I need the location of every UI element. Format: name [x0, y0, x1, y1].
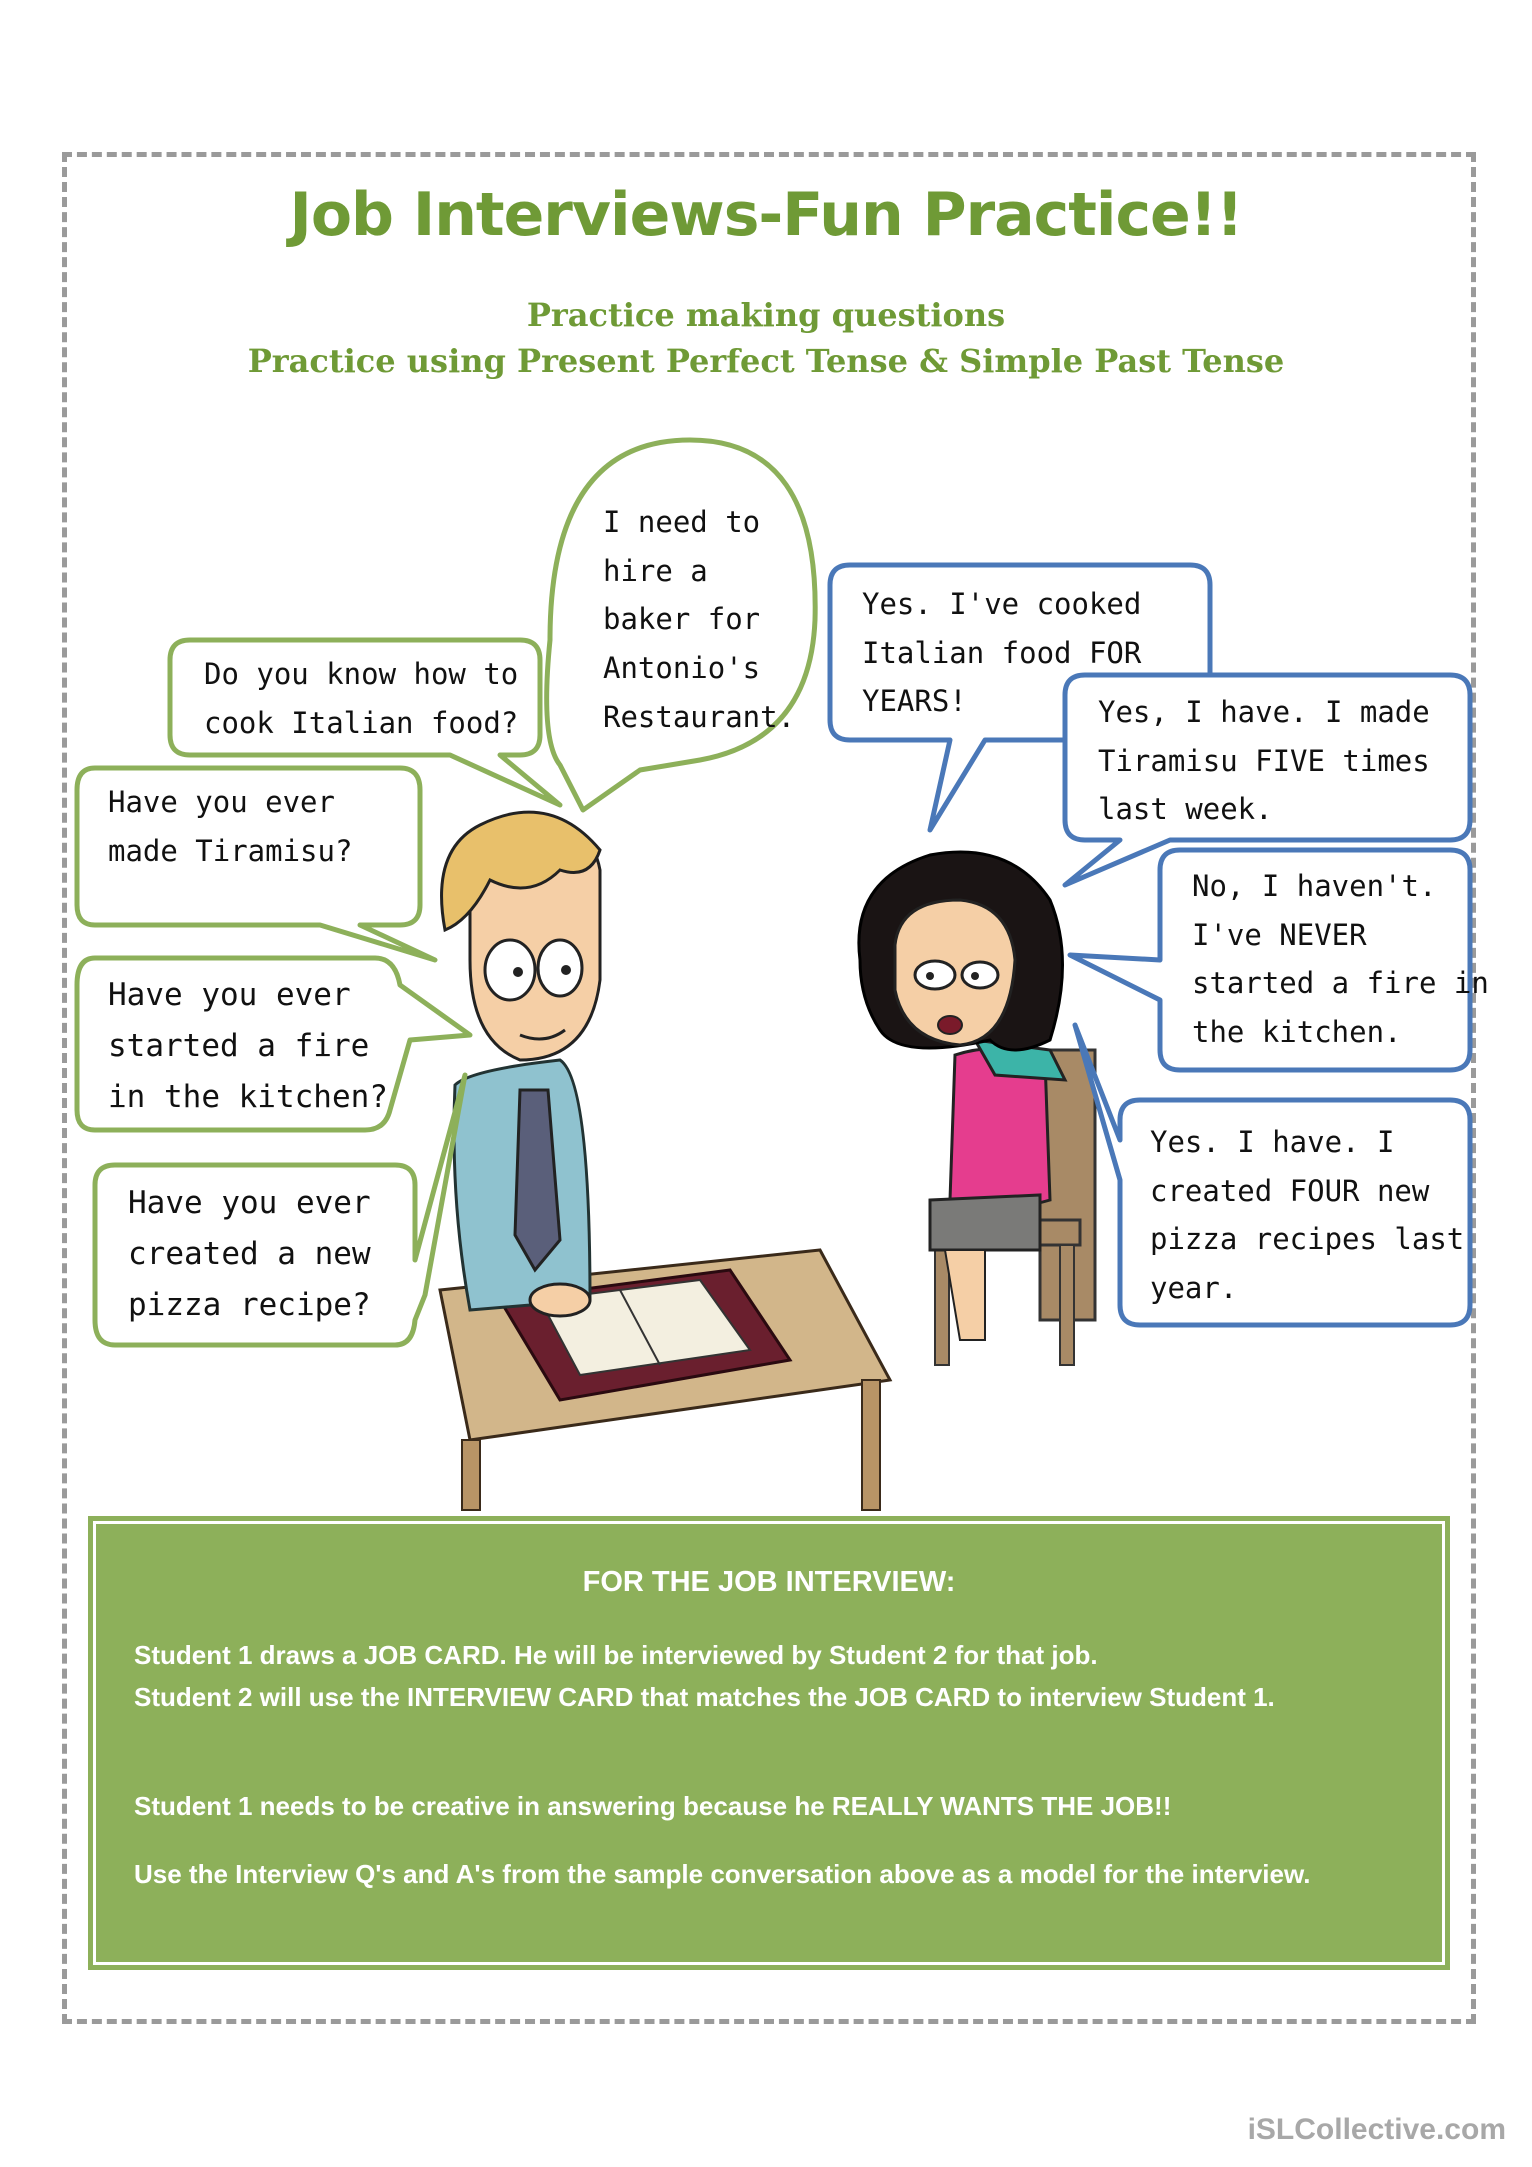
bubble-hire-text: I need to hire a baker for Antonio's Restaurant. — [603, 505, 796, 734]
islcollective-watermark: iSLCollective.com — [1247, 2113, 1506, 2146]
bubble-italian-text: Do you know how to cook Italian food? — [204, 657, 519, 740]
instruction-line-4: Use the Interview Q's and A's from the sample conversation above as a model for the interview. — [134, 1859, 1311, 1889]
instruction-line-3: Student 1 needs to be creative in answering because he REALLY WANTS THE JOB!! — [134, 1791, 1172, 1821]
subtitle-tenses: Practice using Present Perfect Tense & Simple Past Tense — [247, 342, 1285, 380]
subtitle-questions: Practice making questions — [526, 296, 1006, 334]
bubble-fire-text: Have you ever started a fire in the kitchen? — [108, 977, 388, 1116]
worksheet-title: Job Interviews-Fun Practice!! — [289, 180, 1243, 250]
bubble-never-text: No, I haven't. I've NEVER started a fire in the kitchen. — [1192, 869, 1489, 1050]
bubble-five-times-text: Yes, I have. I made Tiramisu FIVE times last week. — [1098, 695, 1430, 827]
interviewer-figure — [442, 812, 600, 1316]
instructions-heading: FOR THE JOB INTERVIEW: — [582, 1566, 956, 1598]
bubble-tiramisu-text: Have you ever made Tiramisu? — [108, 785, 353, 868]
instructions-box — [88, 1516, 1450, 1970]
instruction-line-2: Student 2 will use the INTERVIEW CARD that matches the JOB CARD to interview Student 1. — [134, 1682, 1275, 1712]
bubble-pizza-text: Have you ever created a new pizza recipe? — [128, 1185, 371, 1324]
candidate-figure — [859, 852, 1095, 1365]
instruction-line-1: Student 1 draws a JOB CARD. He will be interviewed by Student 2 for that job. — [134, 1640, 1098, 1670]
bubble-four-recipes-text: Yes. I have. I created FOUR new pizza recipes last year. — [1150, 1125, 1465, 1306]
instructions-box-inner — [93, 1521, 1445, 1965]
bubble-cooked-text: Yes. I've cooked Italian food FOR YEARS! — [862, 587, 1142, 719]
